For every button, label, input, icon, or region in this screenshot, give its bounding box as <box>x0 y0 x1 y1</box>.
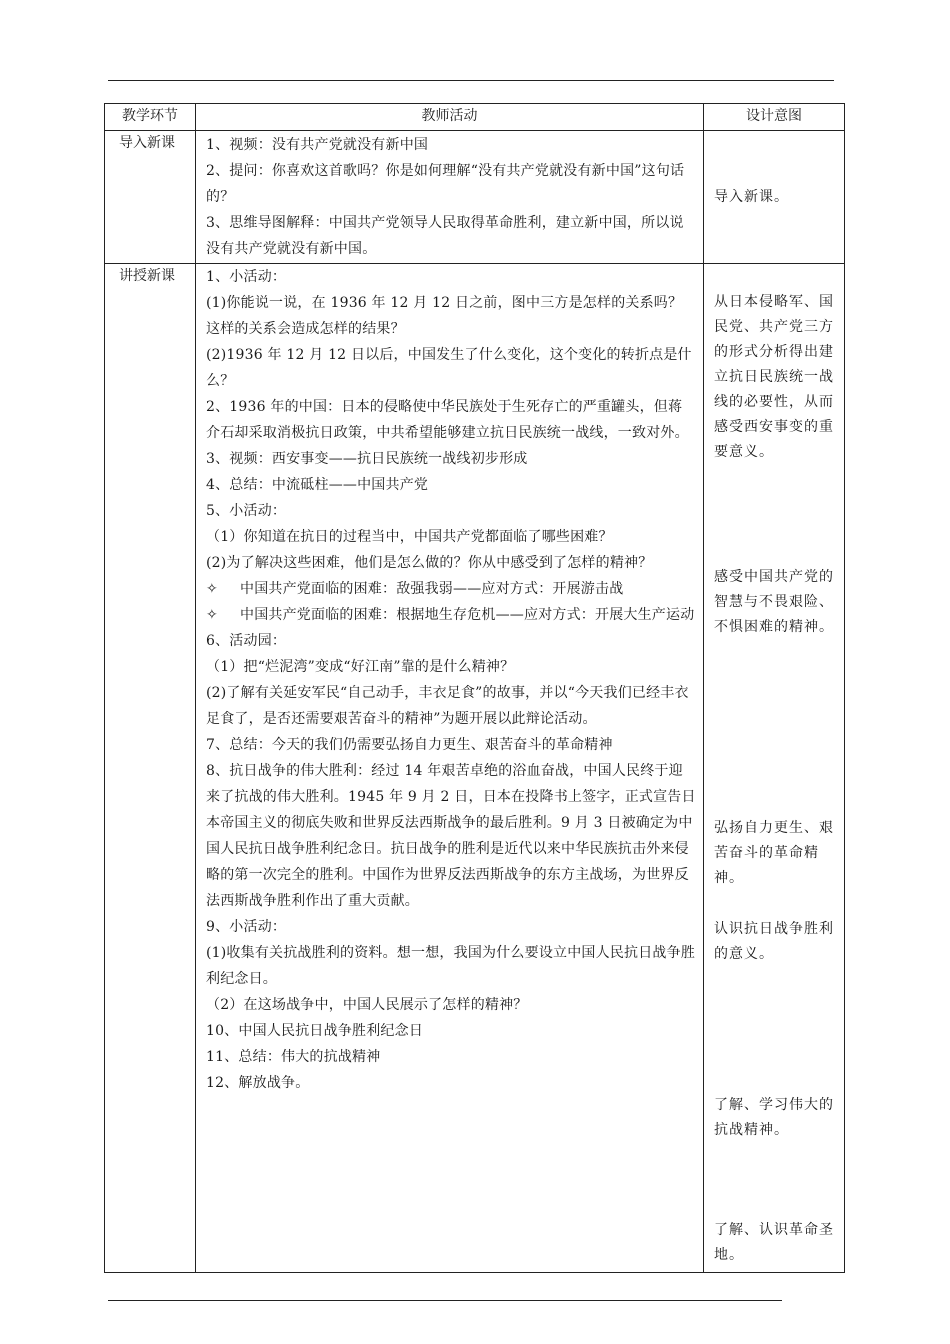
activity-item: 9、小活动： <box>206 919 287 935</box>
intent-text: 弘扬自力更生、艰苦奋斗的革命精神。 <box>714 820 834 886</box>
activity-item: 2、提问：你喜欢这首歌吗？你是如何理解“没有共产党就没有新中国”这句话的？ <box>206 163 685 205</box>
bullet-text: 中国共产党面临的困难：根据地生存危机——应对方式：开展大生产运动 <box>240 607 695 623</box>
lesson-activities <box>206 264 696 1096</box>
intent-victory-meaning <box>714 917 840 967</box>
intent-text: 认识抗日战争胜利的意义。 <box>714 921 834 962</box>
intent-war-spirit <box>714 1093 840 1143</box>
row-divider <box>105 130 844 131</box>
intro-activities <box>206 132 696 262</box>
column-divider <box>195 104 196 1272</box>
activity-item: (2)了解有关延安军民“自己动手，丰衣足食”的故事，并以“今天我们已经丰衣足食了，是否还需要艰苦奋斗的精神”为题开展以此辩论活动。 <box>206 685 689 727</box>
activity-item: (1)你能说一说，在 1936 年 12 月 12 日之前，图中三方是怎样的关系吗？这样的关系会造成怎样的结果？ <box>206 295 683 337</box>
stage-intro: 导入新课 <box>119 135 175 151</box>
intent-self-reliance <box>714 816 840 891</box>
bullet-text: 中国共产党面临的困难：敌强我弱——应对方式：开展游击战 <box>240 581 624 597</box>
activity-item: 12、解放战争。 <box>206 1075 310 1091</box>
lesson-plan-table <box>104 103 845 1273</box>
activity-item: （1）把“烂泥湾”变成“好江南”靠的是什么精神？ <box>206 659 515 675</box>
bullet-item <box>206 576 696 602</box>
intent-text: 了解、学习伟大的抗战精神。 <box>714 1097 834 1138</box>
activity-item: 6、活动园： <box>206 633 287 649</box>
header-design-intent: 设计意图 <box>746 108 802 124</box>
intent-united-front <box>714 290 840 465</box>
stage-new-lesson: 讲授新课 <box>119 268 175 284</box>
activity-item: 4、总结：中流砥柱——中国共产党 <box>206 477 429 493</box>
intent-text: 从日本侵略军、国民党、共产党三方的形式分析得出建立抗日民族统一战线的必要性，从而感受西安事变的重要意义。 <box>714 294 834 460</box>
intent-text: 导入新课。 <box>714 189 789 205</box>
activity-item: (1)收集有关抗战胜利的资料。想一想，我国为什么要设立中国人民抗日战争胜利纪念日。 <box>206 945 696 987</box>
top-rule <box>108 80 834 81</box>
intent-text: 感受中国共产党的智慧与不畏艰险、不惧困难的精神。 <box>714 569 834 635</box>
activity-item: （2）在这场战争中，中国人民展示了怎样的精神？ <box>206 997 528 1013</box>
activity-item: 3、视频：西安事变——抗日民族统一战线初步形成 <box>206 451 528 467</box>
header-teacher-activity: 教师活动 <box>421 108 478 124</box>
header-teaching-stage: 教学环节 <box>122 108 178 124</box>
intro-intent <box>714 185 840 210</box>
diamond-bullet-icon: ✧ <box>206 581 218 597</box>
activity-item: 2、1936 年的中国：日本的侵略使中华民族处于生死存亡的严重罐头，但蒋介石却采取消极抗日政策，中共希望能够建立抗日民族统一战线，一致对外。 <box>206 399 689 441</box>
activity-item: 11、总结：伟大的抗战精神 <box>206 1049 381 1065</box>
activity-item: 10、中国人民抗日战争胜利纪念日 <box>206 1023 424 1039</box>
intent-text: 了解、认识革命圣地。 <box>714 1222 834 1263</box>
activity-item: 7、总结：今天的我们仍需要弘扬自力更生、艰苦奋斗的革命精神 <box>206 737 613 753</box>
bullet-item <box>206 602 696 628</box>
activity-item: (2)1936 年 12 月 12 日以后，中国发生了什么变化，这个变化的转折点是什么？ <box>206 347 692 389</box>
activity-item: (2)为了解决这些困难，他们是怎么做的？你从中感受到了怎样的精神？ <box>206 555 653 571</box>
diamond-bullet-icon: ✧ <box>206 607 218 623</box>
activity-item: 1、小活动： <box>206 269 287 285</box>
bottom-rule <box>108 1300 782 1301</box>
column-divider <box>703 104 704 1272</box>
intent-cpc-spirit <box>714 565 840 640</box>
activity-item: 5、小活动： <box>206 503 287 519</box>
activity-item: 3、思维导图解释：中国共产党领导人民取得革命胜利，建立新中国，所以说没有共产党就没有新中国。 <box>206 215 684 257</box>
activity-item: 8、抗日战争的伟大胜利：经过 14 年艰苦卓绝的浴血奋战，中国人民终于迎来了抗战的伟大胜利。1945 年 9 月 2 日，日本在投降书上签字，正式宣告日本帝国主义的彻底失败和世界反法西斯战争的最后胜利。9 月 3 日被确定为中国人民抗日战争胜利纪念日。抗日战争的胜利是近代以来中华民族抗击外来侵略的第一次完全的胜利。中国作为世界反法西斯战争的东方主战场，为世界反法西斯战争胜利作出了重大贡献。 <box>206 763 696 909</box>
intent-revolution-site <box>714 1218 840 1268</box>
activity-item: （1）你知道在抗日的过程当中，中国共产党都面临了哪些困难？ <box>206 529 613 545</box>
activity-item: 1、视频：没有共产党就没有新中国 <box>206 137 429 153</box>
